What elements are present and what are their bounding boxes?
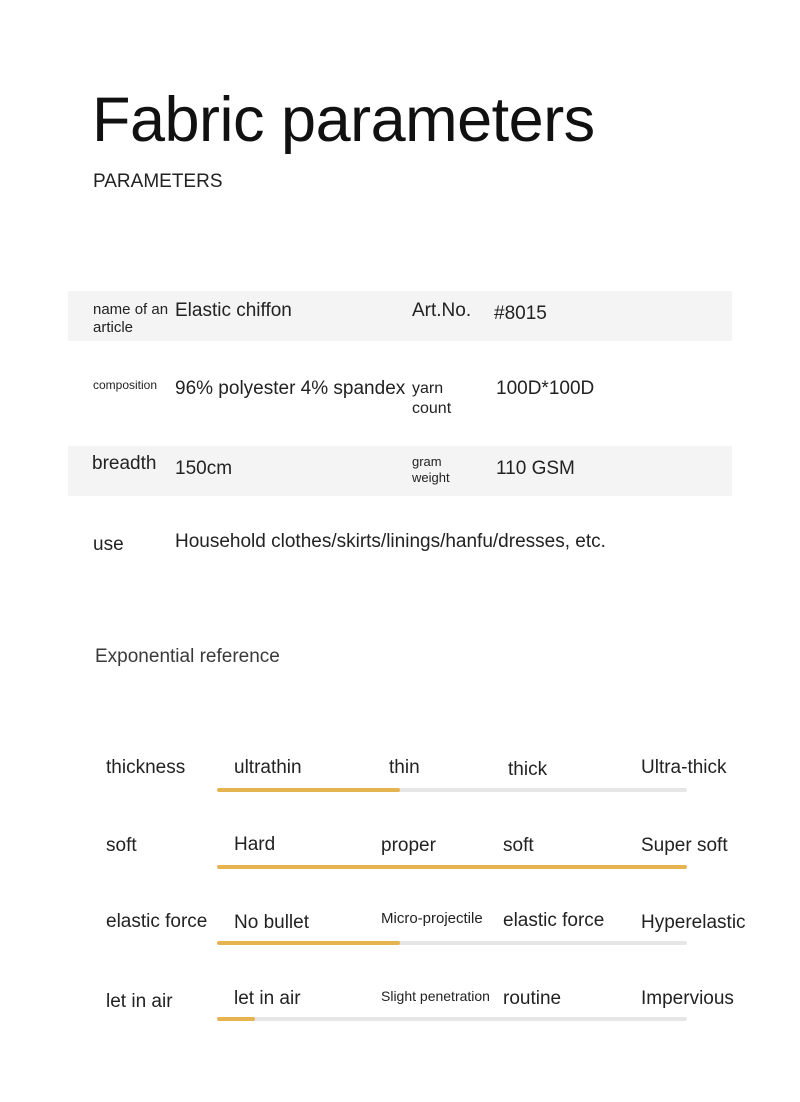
- name-value: Elastic chiffon: [175, 300, 292, 321]
- scale-track: [217, 941, 687, 945]
- scale-level: proper: [381, 835, 436, 856]
- breadth-label: breadth: [92, 453, 157, 474]
- artno-value: #8015: [494, 303, 547, 324]
- name-label: name of an article: [93, 301, 169, 336]
- composition-label: composition: [93, 378, 158, 392]
- page-title: Fabric parameters: [92, 85, 595, 155]
- use-value: Household clothes/skirts/linings/hanfu/dresses, etc.: [175, 531, 606, 552]
- scale-track: [217, 1017, 687, 1021]
- scale-label: soft: [106, 835, 137, 856]
- scale-level: soft: [503, 835, 534, 856]
- scale-level: elastic force: [503, 910, 605, 931]
- scale-level: routine: [503, 988, 562, 1009]
- scale-fill: [217, 1017, 255, 1021]
- scale-track: [217, 865, 687, 869]
- scale-fill: [217, 865, 687, 869]
- scale-fill: [217, 941, 400, 945]
- table-row-band: [68, 446, 732, 496]
- scale-level: Micro-projectile: [381, 910, 483, 927]
- scale-label: thickness: [106, 757, 186, 778]
- use-label: use: [93, 534, 124, 555]
- scale-label: elastic force: [106, 911, 208, 932]
- scale-level: thin: [389, 757, 420, 778]
- gram-weight-value: 110 GSM: [496, 458, 575, 479]
- scale-level: Ultra-thick: [641, 757, 727, 778]
- yarn-count-value: 100D*100D: [496, 378, 595, 399]
- scale-level: ultrathin: [234, 757, 302, 778]
- artno-label: Art.No.: [412, 300, 472, 321]
- reference-title: Exponential reference: [95, 646, 280, 667]
- scale-level: Slight penetration: [381, 988, 490, 1004]
- scale-level: No bullet: [234, 912, 309, 933]
- scale-level: Hard: [234, 834, 276, 855]
- scale-track: [217, 788, 687, 792]
- composition-value: 96% polyester 4% spandex: [175, 378, 406, 399]
- scale-level: thick: [508, 759, 548, 780]
- scale-level: Impervious: [641, 988, 734, 1009]
- breadth-value: 150cm: [175, 458, 233, 479]
- scale-fill: [217, 788, 400, 792]
- yarn-count-label: yarn count: [412, 380, 452, 417]
- scale-level: let in air: [234, 988, 301, 1009]
- scale-level: Super soft: [641, 835, 728, 856]
- scale-level: Hyperelastic: [641, 912, 746, 933]
- scale-label: let in air: [106, 991, 173, 1012]
- page-subtitle: PARAMETERS: [93, 171, 223, 192]
- gram-weight-label: gram weight: [412, 454, 450, 485]
